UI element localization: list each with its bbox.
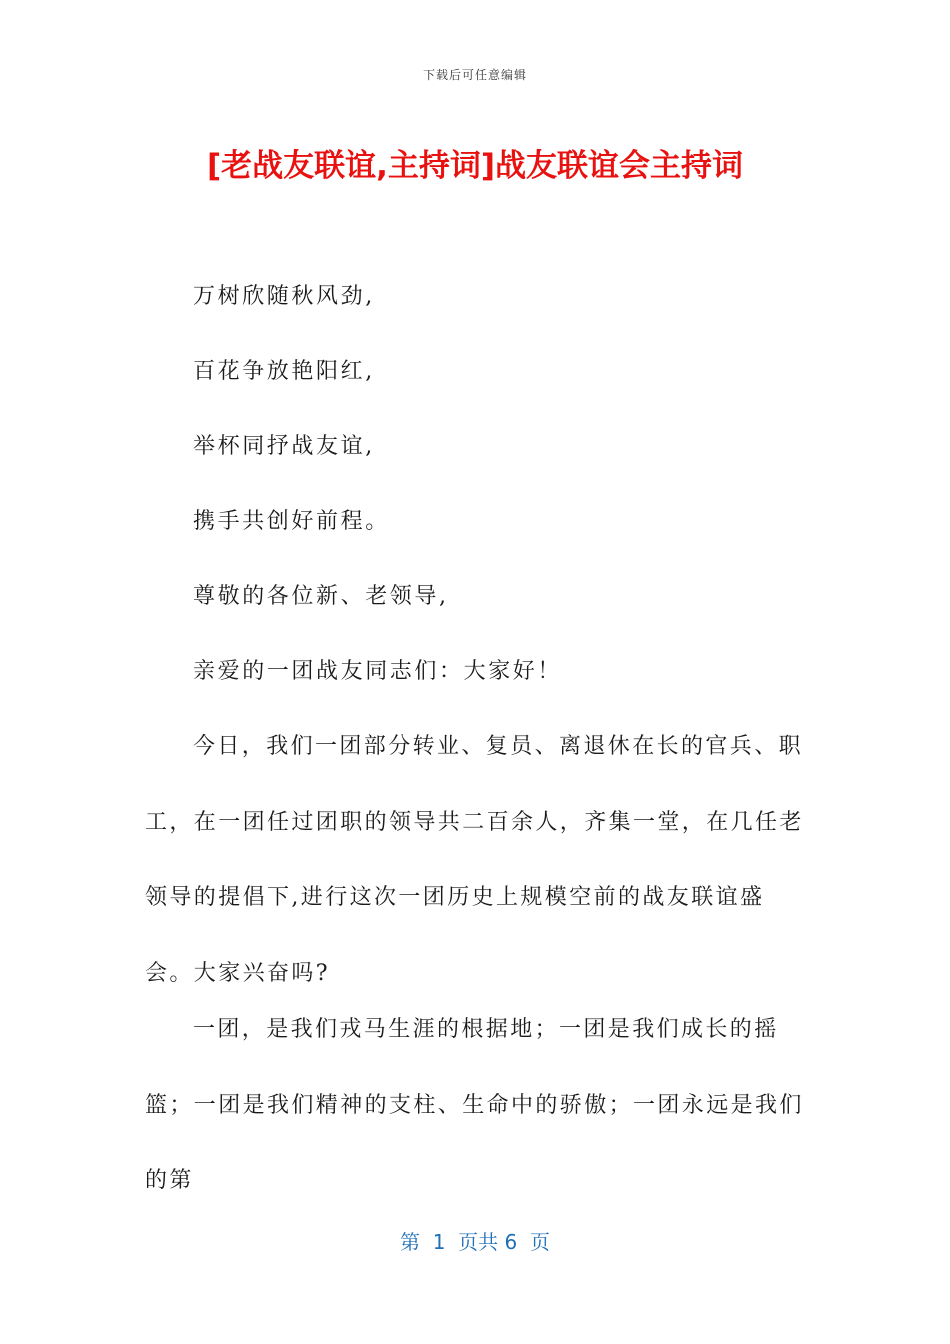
document-title: [老战友联谊,主持词]战友联谊会主持词 bbox=[206, 148, 744, 184]
greeting-line-2: 亲爱的一团战友同志们：大家好！ bbox=[193, 659, 563, 684]
poem-line-1: 万树欣随秋风劲, bbox=[193, 284, 375, 309]
document-body bbox=[145, 278, 805, 1219]
poem-line-2: 百花争放艳阳红, bbox=[193, 359, 375, 384]
poem-line-3: 举杯同抒战友谊, bbox=[193, 434, 375, 459]
page-footer: 第 1 页共 6 页 bbox=[400, 1230, 550, 1254]
paragraph-intro: 今日，我们一团部分转业、复员、离退休在长的官兵、职工，在一团任过团职的领导共二百余人，齐集一堂，在几任老领导的提倡下,进行这次一团历史上规模空前的战友联谊盛会。大家兴奋吗? bbox=[145, 734, 804, 986]
paragraph-regiment: 一团，是我们戎马生涯的根据地；一团是我们成长的摇篮；一团是我们精神的支柱、生命中的骄傲；一团永远是我们的第 bbox=[145, 1017, 804, 1193]
poem-line-4: 携手共创好前程。 bbox=[193, 509, 390, 534]
greeting-line-1: 尊敬的各位新、老领导, bbox=[193, 584, 449, 609]
header-note: 下载后可任意编辑 bbox=[422, 68, 527, 82]
